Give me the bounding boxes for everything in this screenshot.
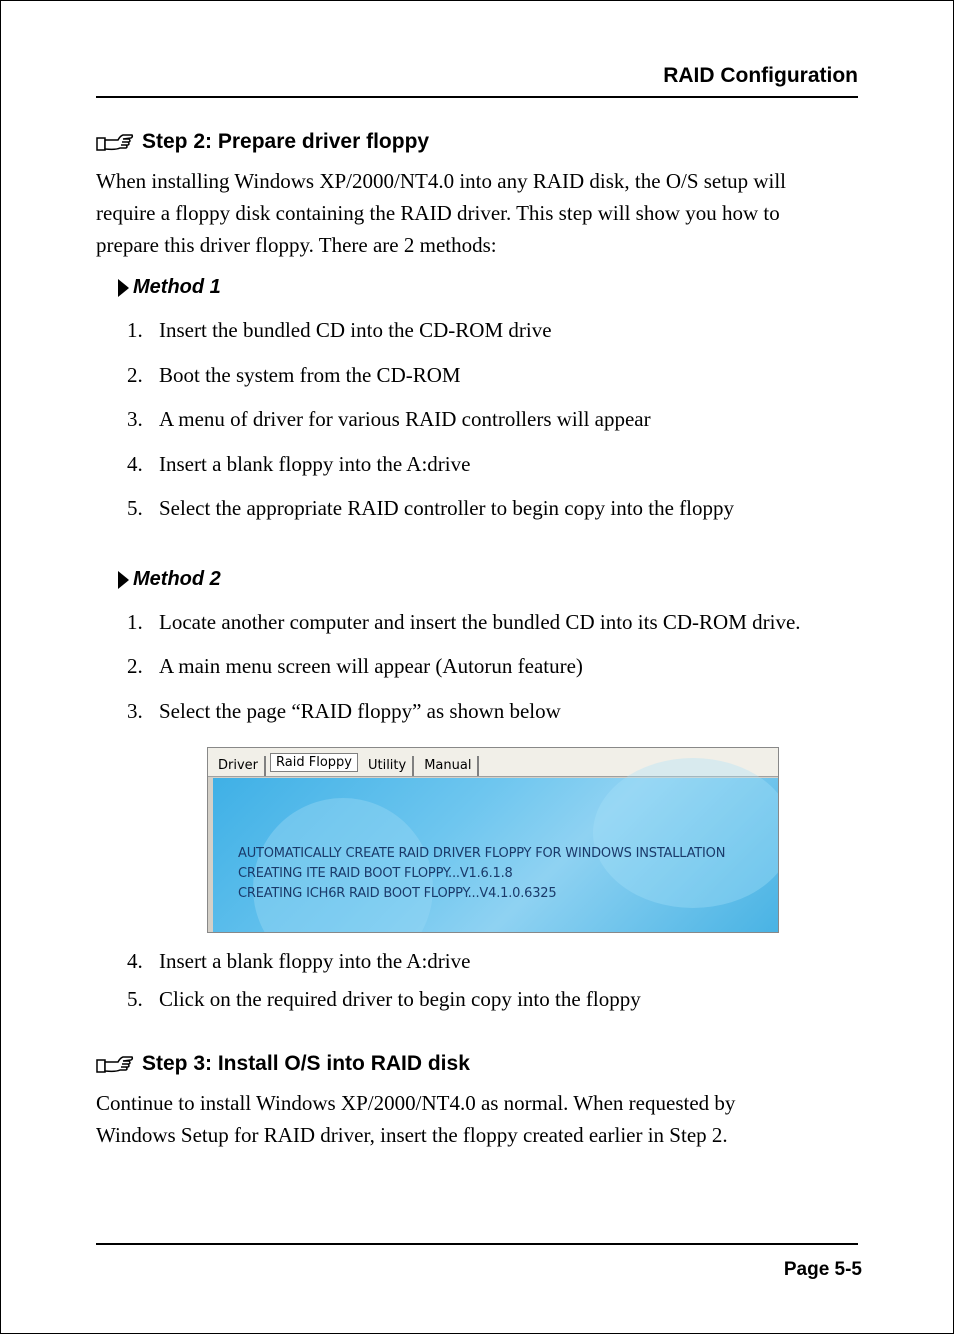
method1-heading — [118, 276, 221, 299]
page-header-title: RAID Configuration — [663, 64, 858, 87]
ich6r-floppy-link[interactable]: CREATING ICH6R RAID BOOT FLOPPY...V4.1.0.6325 — [238, 886, 557, 901]
page-number: Page 5-5 — [783, 1259, 862, 1280]
tab-utility[interactable]: Utility — [362, 756, 414, 776]
list-item: 4. Insert a blank floppy into the A:drive — [127, 949, 471, 973]
list-item: 4. Insert a blank floppy into the A:drive — [127, 452, 471, 476]
method2-title: Method 2 — [133, 568, 221, 590]
list-item: 5. Select the appropriate RAID controller to begin copy into the floppy — [127, 496, 735, 520]
list-item: 3. Select the page “RAID floppy” as shown below — [127, 699, 561, 723]
step2-intro — [96, 165, 856, 261]
list-item: 5. Click on the required driver to begin copy into the floppy — [127, 987, 641, 1011]
tab-raid-floppy[interactable]: Raid Floppy — [270, 753, 358, 772]
body-line: Windows Setup for RAID driver, insert the floppy created earlier in Step 2. — [96, 1123, 728, 1147]
list-item: 3. A menu of driver for various RAID controllers will appear — [127, 407, 651, 431]
step3-body — [96, 1087, 856, 1151]
list-item: 1. Locate another computer and insert the bundled CD into its CD-ROM drive. — [127, 610, 801, 634]
footer-rule — [96, 1243, 858, 1245]
ite-floppy-link[interactable]: CREATING ITE RAID BOOT FLOPPY...V1.6.1.8 — [238, 866, 513, 881]
intro-line: require a floppy disk containing the RAID driver. This step will show you how to — [96, 201, 780, 225]
method1-title: Method 1 — [133, 276, 221, 298]
pointing-hand-icon — [96, 1054, 134, 1074]
tab-manual[interactable]: Manual — [418, 756, 479, 776]
auto-create-link[interactable]: AUTOMATICALLY CREATE RAID DRIVER FLOPPY FOR WINDOWS INSTALLATION — [238, 846, 726, 861]
triangle-bullet-icon — [118, 571, 129, 589]
method2-heading — [118, 568, 221, 591]
intro-line: prepare this driver floppy. There are 2 methods: — [96, 233, 497, 257]
pointing-hand-icon — [96, 132, 134, 152]
list-item: 2. A main menu screen will appear (Autorun feature) — [127, 654, 583, 678]
autorun-panel — [213, 778, 778, 932]
step2-heading — [96, 130, 429, 154]
step2-title: Step 2: Prepare driver floppy — [142, 130, 430, 153]
intro-line: When installing Windows XP/2000/NT4.0 into any RAID disk, the O/S setup will — [96, 169, 786, 193]
step3-title: Step 3: Install O/S into RAID disk — [142, 1052, 470, 1075]
step3-heading — [96, 1052, 470, 1076]
triangle-bullet-icon — [118, 279, 129, 297]
raid-floppy-screenshot — [207, 747, 779, 933]
body-line: Continue to install Windows XP/2000/NT4.0 as normal. When requested by — [96, 1091, 736, 1115]
list-item: 1. Insert the bundled CD into the CD-ROM drive — [127, 318, 552, 342]
header-rule — [96, 96, 858, 98]
tab-driver[interactable]: Driver — [212, 756, 266, 776]
list-item: 2. Boot the system from the CD-ROM — [127, 363, 461, 387]
